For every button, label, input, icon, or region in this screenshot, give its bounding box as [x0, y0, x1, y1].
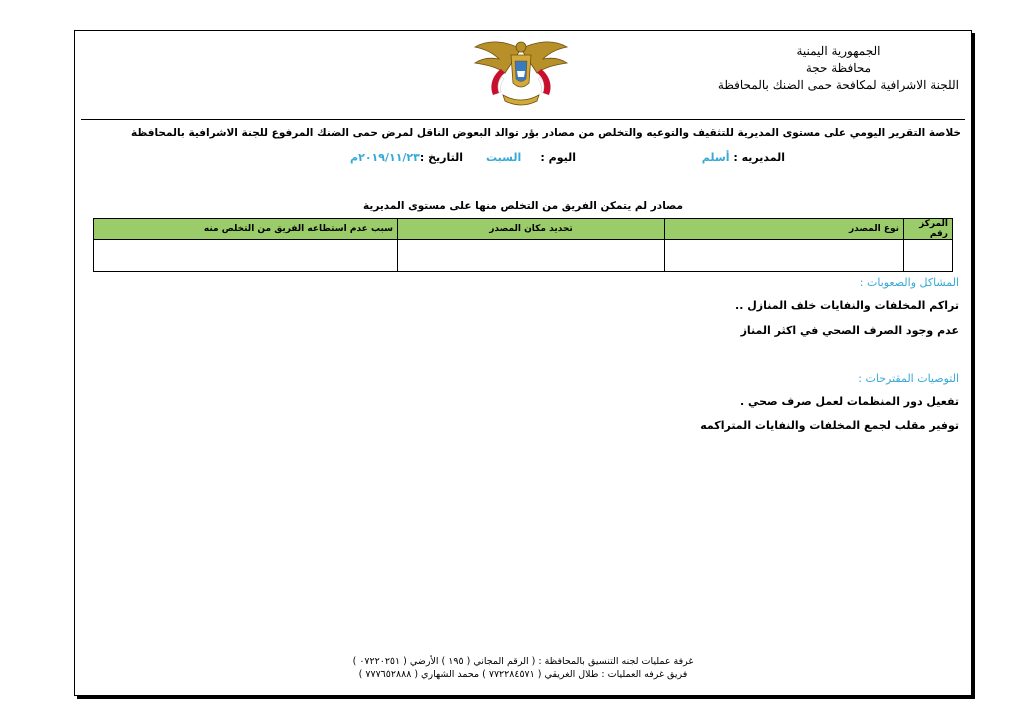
district-field — [702, 151, 785, 164]
column-header-reason: سبب عدم استطاعه الفريق من التخلص منه — [94, 219, 398, 240]
table-cell — [398, 240, 665, 272]
recommendation-item: توفير مقلب لجمع المخلفات والنفايات المتراكمه — [700, 419, 959, 432]
report-title: خلاصة التقرير اليومي على مستوى المديرية للتثقيف والتوعيه والتخلص من مصادر بؤر توالد البعوض الناقل لمرض حمى الضنك المرفوع للجنة الاشرافية بالمحافظة — [130, 127, 961, 139]
date-value: ٢٠١٩/١١/٢٣م — [350, 151, 420, 164]
problem-item: تراكم المخلفات والنفايات خلف المنازل .. — [735, 299, 959, 312]
column-header-center-no: المركز رقم — [904, 219, 953, 240]
day-label: اليوم : — [540, 151, 576, 164]
column-header-source-type: نوع المصدر — [665, 219, 904, 240]
recommendations-heading: التوصيات المقترحات : — [858, 372, 959, 385]
footer-operations-room: غرفة عمليات لجنه التنسيق بالمحافظة : ( الرقم المجاني ( ١٩٥ ) الأرضي ( ٠٧٢٢٠٢٥١ ) — [352, 656, 694, 667]
footer-operations-team: فريق غرفه العمليات : طلال الغريقي ( ٧٧٢٢٨٤٥٧١ ) محمد الشهاري ( ٧٧٧٦٥٢٨٨٨ ) — [358, 669, 688, 680]
header-country: الجمهورية اليمنية — [796, 44, 881, 58]
table-cell — [665, 240, 904, 272]
table-header-row — [94, 219, 953, 240]
day-field — [486, 151, 576, 164]
district-label: المديريه : — [733, 151, 785, 164]
header-divider — [81, 119, 965, 120]
recommendation-item: تفعيل دور المنظمات لعمل صرف صحي . — [739, 395, 959, 408]
date-label: التاريخ : — [419, 151, 463, 164]
problems-heading: المشاكل والصعوبات : — [859, 276, 959, 289]
header-block — [718, 43, 959, 94]
sources-table-heading: مصادر لم يتمكن الفريق من التخلص منها على مستوى المديرية — [363, 200, 683, 212]
footer — [75, 655, 971, 681]
table-row — [94, 240, 953, 272]
day-value: السبت — [486, 151, 522, 164]
yemen-emblem-icon — [471, 35, 571, 111]
header-governorate: محافظة حجة — [805, 61, 872, 75]
report-page — [74, 30, 972, 696]
problem-item: عدم وجود الصرف الصحي في اكثر المناز — [740, 324, 959, 337]
header-committee: اللجنة الاشرافية لمكافحة حمى الضنك بالمحافظة — [717, 78, 959, 92]
district-value: أسلم — [701, 151, 730, 164]
date-field — [350, 151, 463, 164]
table-cell — [904, 240, 953, 272]
sources-table — [93, 218, 953, 272]
table-cell — [94, 240, 398, 272]
column-header-source-location: تحديد مكان المصدر — [398, 219, 665, 240]
